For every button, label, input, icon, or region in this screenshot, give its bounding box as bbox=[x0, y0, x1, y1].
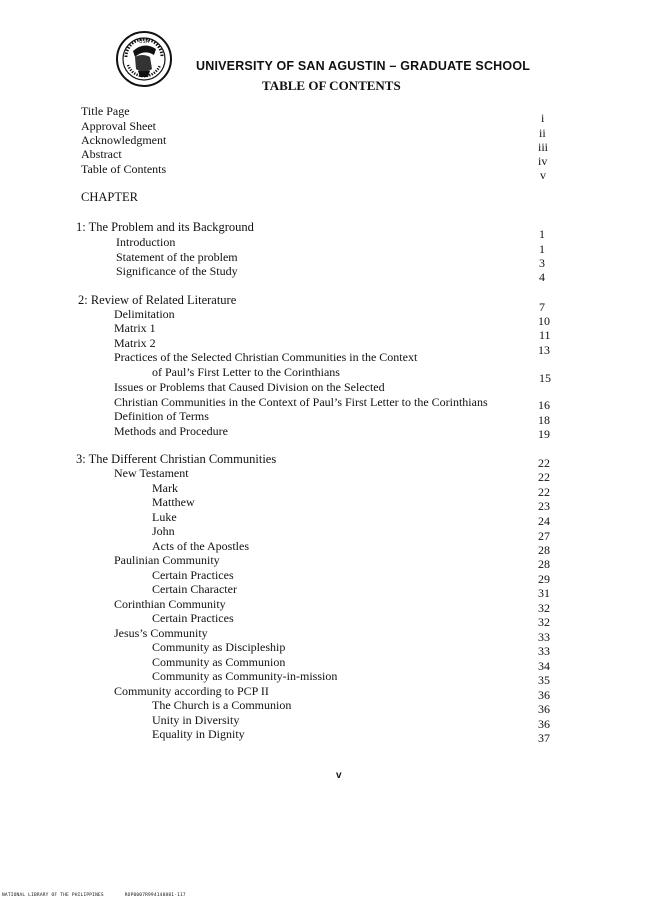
toc-entry: Issues or Problems that Caused Division on the Selected bbox=[114, 380, 385, 394]
toc-page: i bbox=[541, 111, 545, 125]
toc-page: 29 bbox=[538, 572, 550, 586]
toc-page: 32 bbox=[538, 601, 550, 615]
toc-page: 22 bbox=[538, 470, 550, 484]
toc-page: 23 bbox=[538, 499, 550, 513]
toc-page: 33 bbox=[538, 630, 550, 644]
toc-page: 36 bbox=[538, 717, 550, 731]
toc-page: 11 bbox=[539, 328, 551, 342]
toc-page: 28 bbox=[538, 543, 550, 557]
toc-entry: Significance of the Study bbox=[116, 264, 238, 278]
toc-entry: Community as Community-in-mission bbox=[152, 669, 338, 683]
toc-entry: Christian Communities in the Context of Paul’s First Letter to the Corinthians bbox=[114, 395, 488, 409]
toc-entry: Title Page bbox=[81, 104, 130, 118]
toc-entry: Certain Practices bbox=[152, 611, 234, 625]
toc-entry: Community according to PCP II bbox=[114, 684, 269, 698]
toc-entry: Matthew bbox=[152, 495, 195, 509]
toc-entry: John bbox=[152, 524, 175, 538]
toc-page: 34 bbox=[538, 659, 550, 673]
toc-page: 37 bbox=[538, 731, 550, 745]
chapter-title: 1: The Problem and its Background bbox=[76, 220, 254, 234]
toc-entry: Community as Discipleship bbox=[152, 640, 286, 654]
toc-entry: Equality in Dignity bbox=[152, 727, 245, 741]
toc-entry: Definition of Terms bbox=[114, 409, 209, 423]
toc-entry: Methods and Procedure bbox=[114, 424, 228, 438]
toc-page: 32 bbox=[538, 615, 550, 629]
toc-entry: Introduction bbox=[116, 235, 176, 249]
footer-code: ROP0007R994148881-117 bbox=[124, 893, 186, 898]
toc-page: 36 bbox=[538, 702, 550, 716]
toc-entry: Jesus’s Community bbox=[114, 626, 208, 640]
toc-page: 31 bbox=[538, 586, 550, 600]
university-name: UNIVERSITY OF SAN AGUSTIN – GRADUATE SCHOOL bbox=[196, 59, 531, 73]
toc-entry: The Church is a Communion bbox=[152, 698, 292, 712]
toc-page: 19 bbox=[538, 427, 550, 441]
toc-page: 18 bbox=[538, 413, 550, 427]
toc-page: iv bbox=[538, 154, 548, 168]
toc-entry: Mark bbox=[152, 481, 178, 495]
toc-page: 36 bbox=[538, 688, 550, 702]
toc-entry: Statement of the problem bbox=[116, 250, 238, 264]
scan-footer bbox=[2, 893, 204, 898]
toc-entry: Acknowledgment bbox=[81, 133, 167, 147]
toc-entry: New Testament bbox=[114, 466, 189, 480]
svg-text:USA: USA bbox=[138, 39, 150, 45]
toc-entry: Matrix 1 bbox=[114, 321, 156, 335]
toc-page: 33 bbox=[538, 644, 550, 658]
toc-page: 7 bbox=[539, 300, 545, 314]
toc-entry: Corinthian Community bbox=[114, 597, 226, 611]
toc-entry: Matrix 2 bbox=[114, 336, 156, 350]
toc-entry: Acts of the Apostles bbox=[152, 539, 249, 553]
toc-page: iii bbox=[538, 140, 549, 154]
toc-page: ii bbox=[539, 126, 546, 140]
toc-page: 16 bbox=[538, 398, 550, 412]
toc-page: 27 bbox=[538, 529, 550, 543]
chapter-title: 3: The Different Christian Communities bbox=[76, 452, 277, 466]
toc-page: 1 bbox=[539, 242, 545, 256]
toc-entry: Practices of the Selected Christian Communities in the Context bbox=[114, 350, 418, 364]
toc-page: 3 bbox=[539, 256, 545, 270]
toc-entry: Unity in Diversity bbox=[152, 713, 240, 727]
toc-page: 22 bbox=[538, 456, 550, 470]
toc-entry: Luke bbox=[152, 510, 177, 524]
toc-entry: Community as Communion bbox=[152, 655, 286, 669]
toc-title: TABLE OF CONTENTS bbox=[262, 78, 401, 93]
toc-page: 10 bbox=[538, 314, 550, 328]
toc-page: 15 bbox=[539, 371, 551, 385]
university-seal-logo bbox=[116, 31, 172, 87]
footer-library: NATIONAL LIBRARY OF THE PHILIPPINES bbox=[2, 893, 104, 898]
toc-page: 1 bbox=[539, 227, 545, 241]
toc-page: 13 bbox=[538, 343, 550, 357]
toc-entry: Certain Character bbox=[152, 582, 237, 596]
toc-page: v bbox=[540, 168, 546, 182]
toc-entry: Delimitation bbox=[114, 307, 175, 321]
toc-entry: of Paul’s First Letter to the Corinthians bbox=[152, 365, 340, 379]
toc-page: 35 bbox=[538, 673, 550, 687]
toc-page: 28 bbox=[538, 557, 550, 571]
toc-page: 24 bbox=[538, 514, 550, 528]
toc-page: 22 bbox=[538, 485, 550, 499]
chapter-title: 2: Review of Related Literature bbox=[78, 293, 237, 307]
chapter-heading: CHAPTER bbox=[81, 190, 138, 204]
toc-entry: Paulinian Community bbox=[114, 553, 220, 567]
toc-entry: Certain Practices bbox=[152, 568, 234, 582]
toc-entry: Abstract bbox=[81, 147, 122, 161]
toc-page: 4 bbox=[539, 270, 545, 284]
page-number: v bbox=[336, 770, 342, 781]
toc-entry: Table of Contents bbox=[81, 162, 167, 176]
toc-entry: Approval Sheet bbox=[81, 119, 156, 133]
